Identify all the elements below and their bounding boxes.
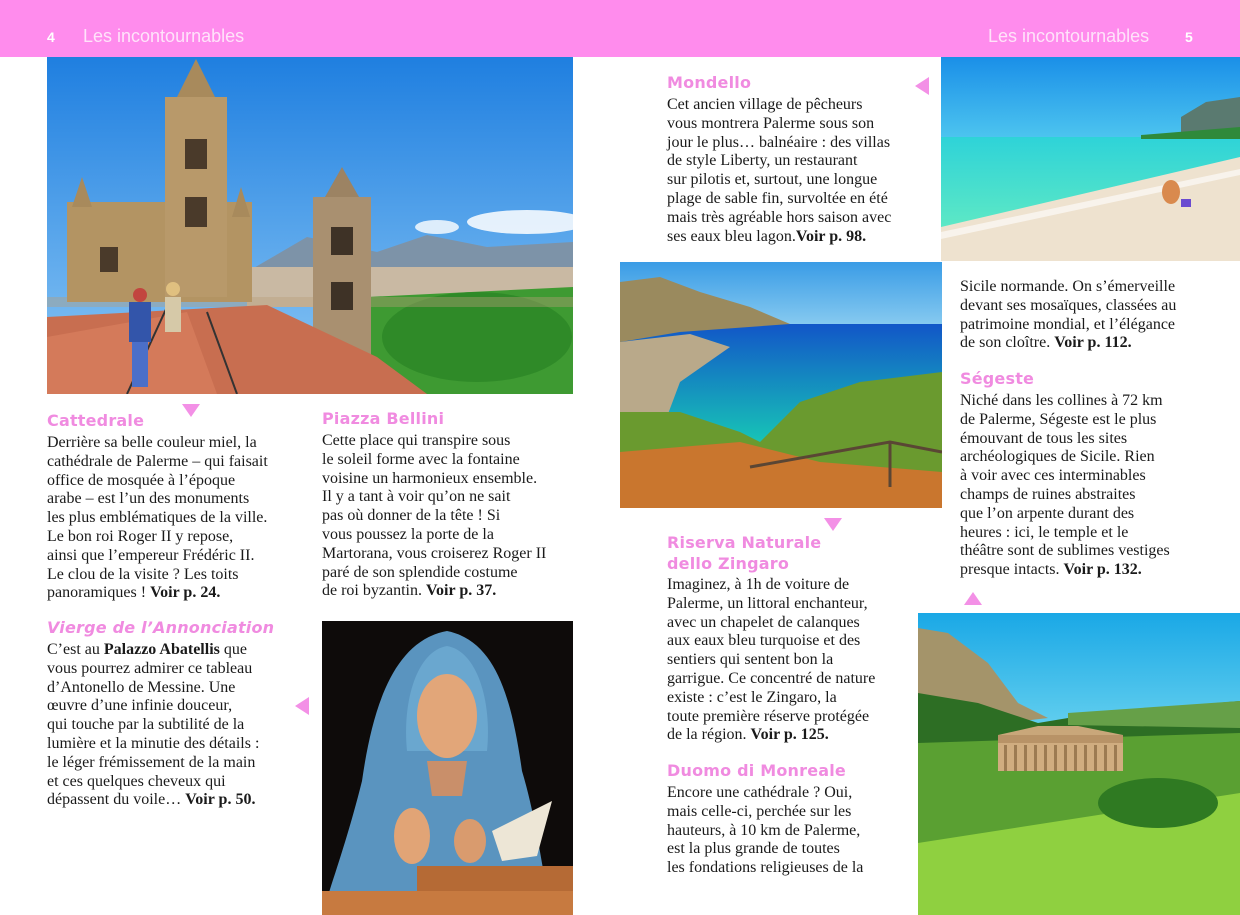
cattedrale-text [47,434,307,603]
text-line: le léger frémissement de la main [47,753,256,771]
zingaro-title [667,532,821,574]
text-line: le soleil forme avec la fontaine [322,450,520,468]
page-reference-link[interactable]: Voir p. 37. [425,582,497,600]
text-line: que [219,641,247,658]
left-page-number: 4 [47,29,55,45]
text-line: de Palerme, Ségeste est le plus [960,410,1157,428]
text-line: dépassent du voile… [47,791,186,809]
text-line: heures : ici, le temple et le [960,523,1129,541]
text-line: pas où donner de la tête ! Si [322,507,501,525]
page-reference-link[interactable]: Voir p. 24. [150,584,221,602]
text-line: Niché dans les collines à 72 km [960,392,1163,409]
text-line: émouvant de tous les sites [960,429,1128,447]
page-reference-link[interactable]: Voir p. 98. [795,227,867,245]
text-line: patrimoine mondial, et l’élégance [960,315,1176,333]
text-line: Sicile normande. On s’émerveille [960,278,1176,295]
right-section-title: Les incontournables [988,26,1150,46]
text-line: sentiers qui sentent bon la [667,651,834,669]
mondello-title: Mondello [667,73,752,92]
text-line: les fondations religieuses de la [667,859,864,877]
mondello-text [667,96,937,246]
text-line: Derrière sa belle couleur miel, la [47,434,257,451]
text-line: de son cloître. [960,334,1055,352]
text-line: paré de son splendide costume [322,563,518,581]
arrow-left-icon [915,77,929,95]
text-line: toute première réserve protégée [667,707,870,725]
text-line: de roi byzantin. [322,582,426,600]
zingaro-coast-photo [620,262,942,508]
cathedral-photo [47,57,573,394]
arrow-up-icon [964,592,982,605]
segeste-title: Ségeste [960,369,1035,388]
text-line: existe : c’est le Zingaro, la [667,688,837,706]
text-line: mais très agréable hors saison avec [667,208,892,226]
text-line: les plus emblématiques de la ville. [47,509,268,527]
text-line: C’est au [47,641,104,658]
text-line: office de mosquée à l’époque [47,471,236,489]
text-line: d’Antonello de Messine. Une [47,678,236,696]
text-line: qui touche par la subtilité de la [47,716,245,734]
page-reference-link[interactable]: Voir p. 112. [1054,334,1132,352]
zingaro-text [667,576,927,745]
monreale-text-continued [960,278,1220,353]
arrow-left-icon [295,697,309,715]
text-line: Encore une cathédrale ? Oui, [667,784,853,801]
segeste-temple-photo [918,613,1240,915]
page-header [0,0,1240,57]
piazza-bellini-text [322,432,577,601]
piazza-bellini-title: Piazza Bellini [322,409,445,428]
vierge-title: Vierge de l’Annonciation [47,618,275,637]
text-line: œuvre d’une infinie douceur, [47,697,233,715]
text-line: de la région. [667,726,751,744]
text-line: à voir avec ces interminables [960,467,1146,485]
place-name: Palazzo Abatellis [103,641,220,658]
title-line: Riserva Naturale [667,533,822,552]
monreale-text [667,784,917,878]
text-line: vous pourrez admirer ce tableau [47,659,253,677]
mondello-beach-photo [941,57,1240,261]
text-line: plage de sable fin, survoltée en été [667,189,888,207]
text-line: archéologiques de Sicile. Rien [960,448,1155,466]
text-line: jour le plus… balnéaire : des villas [667,133,891,151]
page-reference-link[interactable]: Voir p. 132. [1063,561,1142,579]
cattedrale-title: Cattedrale [47,411,145,430]
text-line: arabe – est l’un des monuments [47,490,250,508]
text-line: théâtre sont de sublimes vestiges [960,542,1170,560]
right-page-number: 5 [1185,29,1193,45]
monreale-title: Duomo di Monreale [667,761,846,780]
text-line: que l’on arpente durant des [960,504,1135,522]
text-line: vous poussez la porte de la [322,525,494,543]
page-reference-link[interactable]: Voir p. 125. [750,726,829,744]
text-line: voisine un harmonieux ensemble. [322,469,538,487]
text-line: Il y a tant à voir qu’on ne sait [322,488,511,506]
text-line: presque intacts. [960,561,1064,579]
text-line: hauteurs, à 10 km de Palerme, [667,821,861,839]
arrow-down-icon [182,404,200,417]
text-line: est la plus grande de toutes [667,840,840,858]
text-line: devant ses mosaïques, classées au [960,296,1177,314]
text-line: lumière et la minutie des détails : [47,734,260,752]
text-line: mais celle-ci, perchée sur les [667,802,852,820]
text-line: sur pilotis et, surtout, une longue [667,171,878,189]
text-line: Imaginez, à 1h de voiture de [667,576,850,593]
text-line: avec un chapelet de calanques [667,613,860,631]
vierge-text [47,641,307,810]
text-line: et ces quelques cheveux qui [47,772,226,790]
text-line: de style Liberty, un restaurant [667,152,858,170]
text-line: Cette place qui transpire sous [322,432,511,449]
arrow-down-icon [824,518,842,531]
text-line: champs de ruines abstraites [960,485,1136,503]
text-line: Cet ancien village de pêcheurs [667,96,863,113]
text-line: Le bon roi Roger II y repose, [47,527,234,545]
annunciation-painting [322,621,573,915]
text-line: panoramiques ! [47,584,151,602]
text-line: ses eaux bleu lagon. [667,227,796,245]
text-line: vous montrera Palerme sous son [667,114,875,132]
text-line: ainsi que l’empereur Frédéric II. [47,546,255,564]
text-line: Martorana, vous croiserez Roger II [322,544,547,562]
text-line: Le clou de la visite ? Les toits [47,565,239,583]
text-line: garrigue. Ce concentré de nature [667,669,876,687]
text-line: aux eaux bleu turquoise et des [667,632,861,650]
left-section-title: Les incontournables [83,26,245,46]
page-reference-link[interactable]: Voir p. 50. [185,791,256,809]
segeste-text [960,392,1220,580]
title-line: dello Zingaro [667,554,790,573]
text-line: cathédrale de Palerme – qui faisait [47,452,268,470]
text-line: Palerme, un littoral enchanteur, [667,594,868,612]
